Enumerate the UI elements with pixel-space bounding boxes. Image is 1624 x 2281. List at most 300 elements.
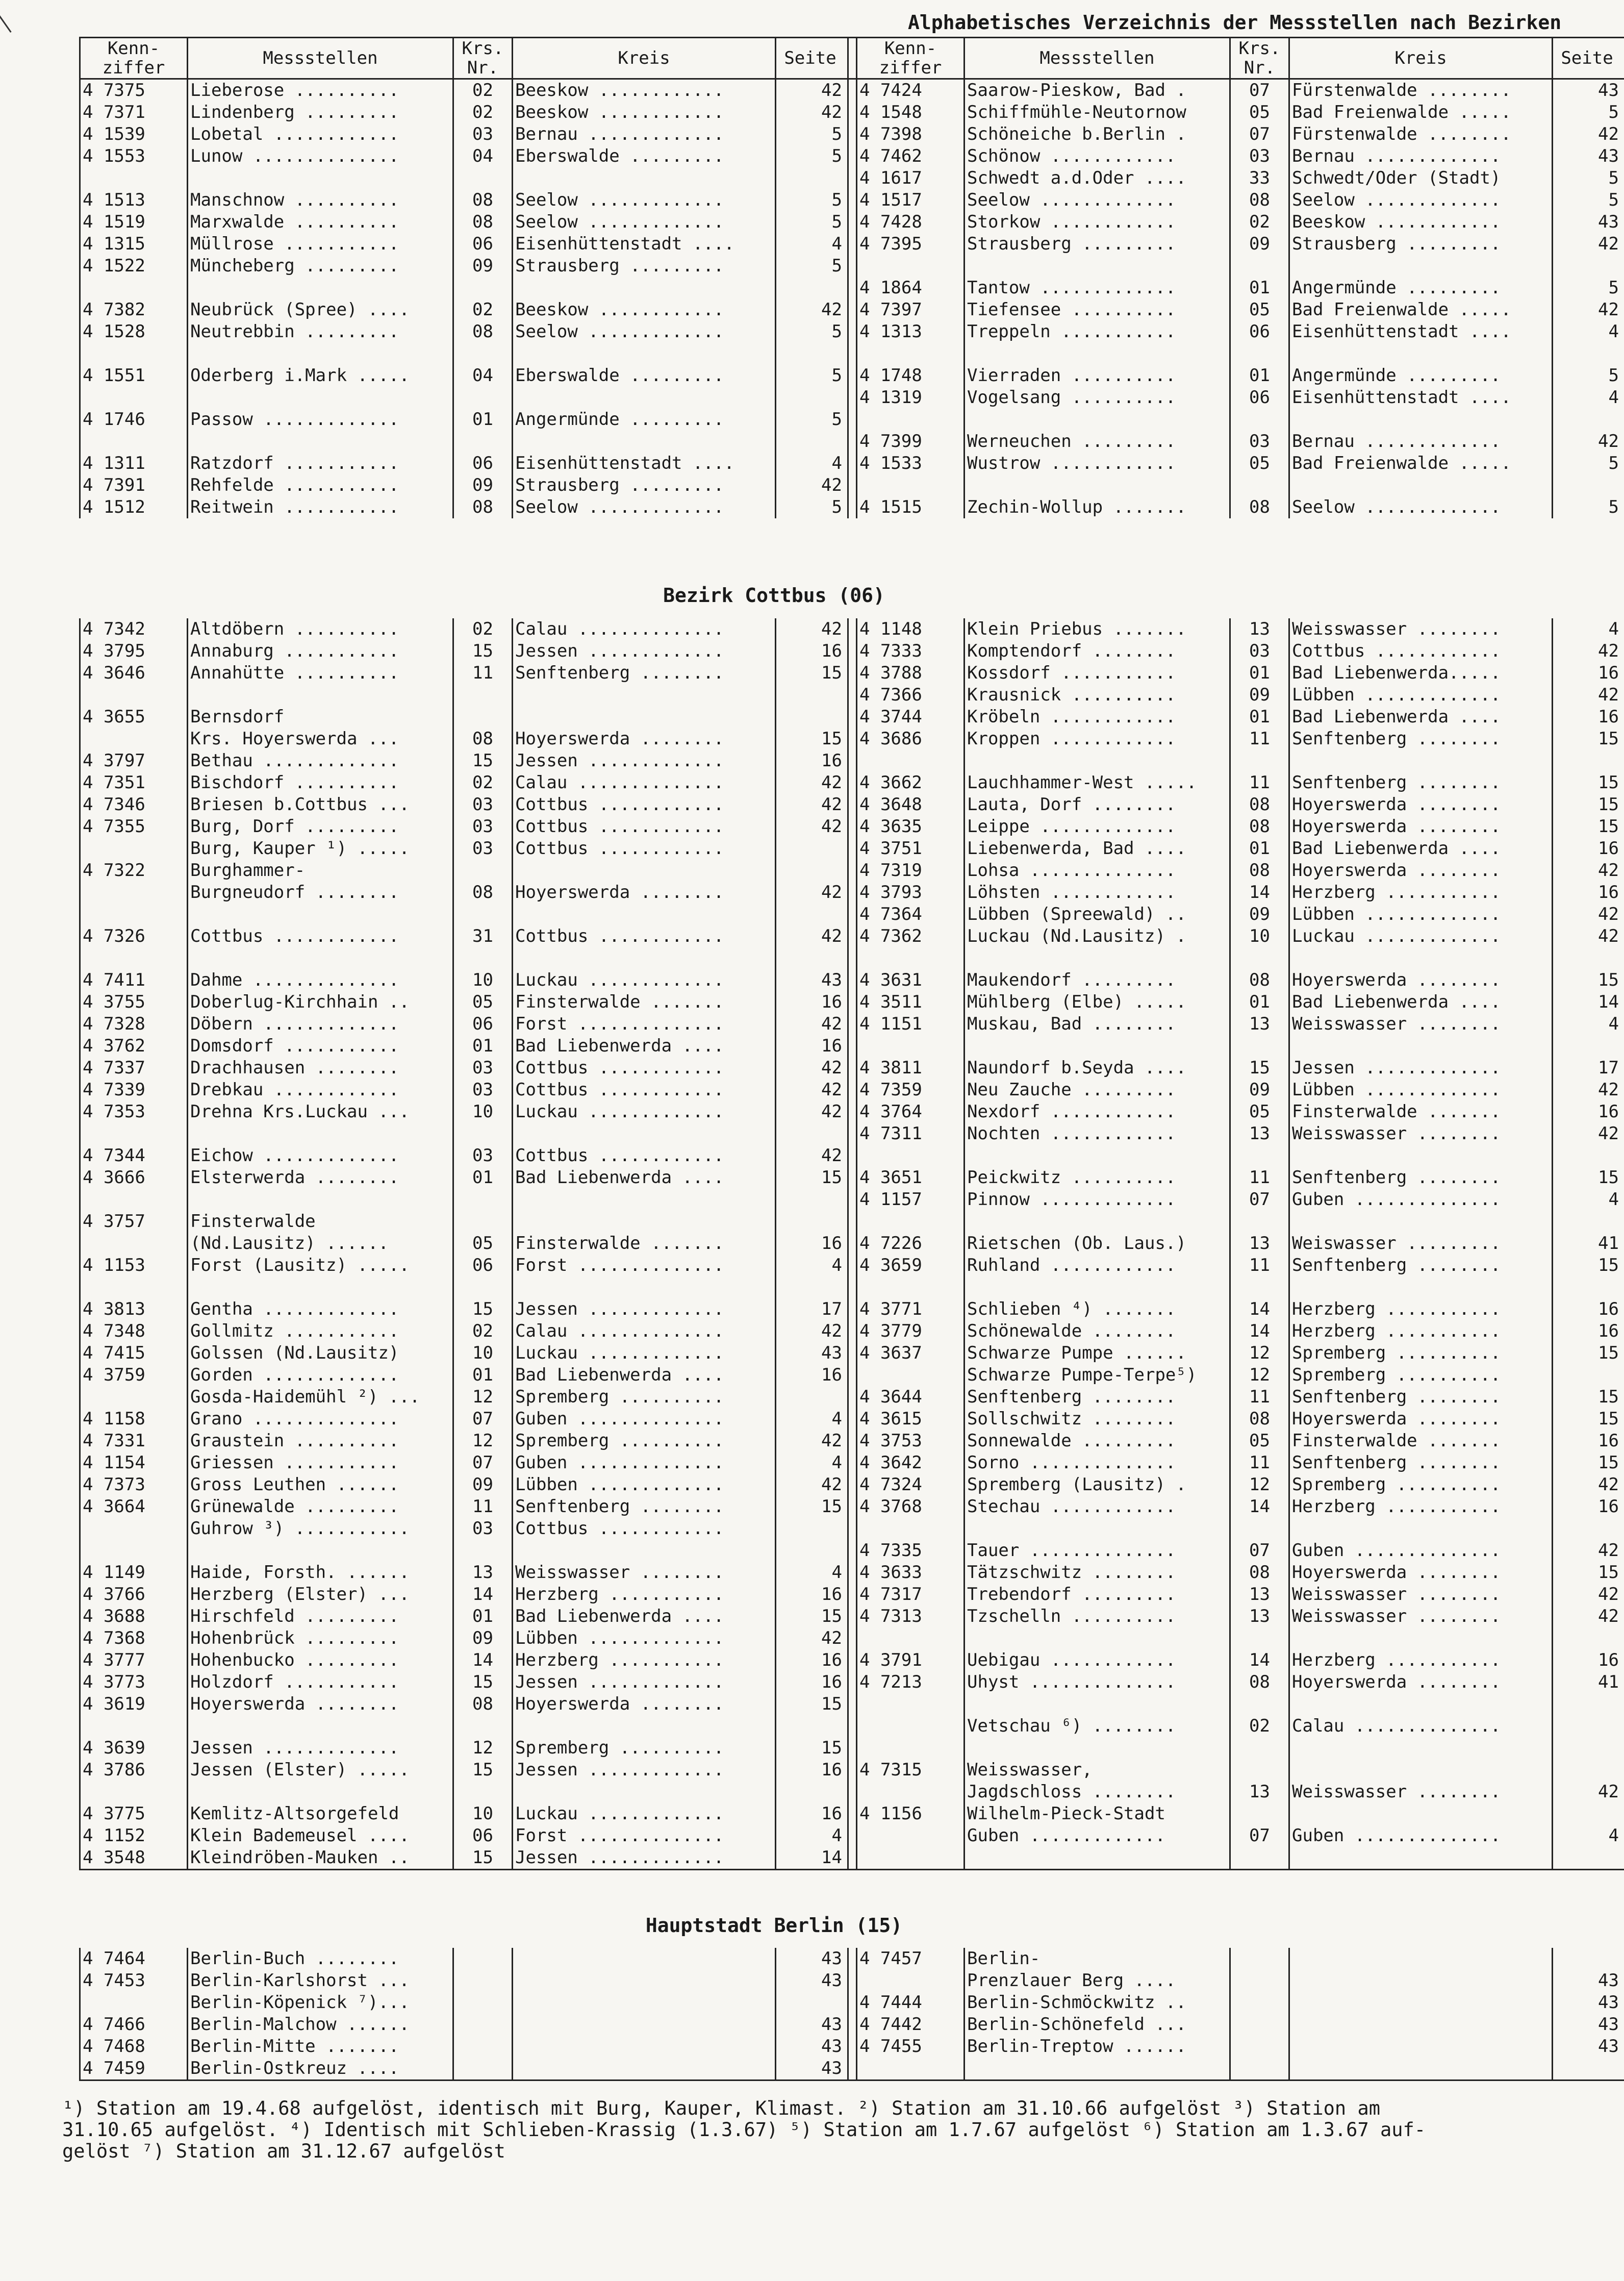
station-code	[80, 904, 188, 925]
kreis-number: 10	[453, 969, 513, 991]
station-code: 4 3633	[859, 1562, 922, 1583]
kreis-name: Seelow .............	[513, 321, 776, 343]
col-separator	[848, 1803, 857, 1825]
station-name	[965, 1276, 1230, 1298]
kreis-name	[1289, 750, 1553, 772]
kreis-name: Angermünde .........	[1289, 277, 1553, 299]
kreis-name	[1289, 1737, 1553, 1759]
station-name: Uebigau ............	[965, 1649, 1230, 1671]
kreis-number: 01	[1230, 365, 1289, 387]
page-number: 5	[776, 255, 848, 277]
col-separator	[848, 1562, 857, 1584]
kreis-name: Bernau .............	[1289, 431, 1553, 453]
station-code	[857, 2058, 965, 2081]
station-name: Neu Zauche .........	[965, 1079, 1230, 1101]
kreis-name: Hoyerswerda ........	[1289, 1408, 1553, 1430]
col-separator	[848, 299, 857, 321]
kreis-name: Senftenberg ........	[513, 1496, 776, 1518]
kreis-number: 08	[1230, 816, 1289, 838]
page-number	[1553, 2058, 1624, 2081]
page-number: 4	[776, 1452, 848, 1474]
kreis-name: Jessen .............	[513, 1847, 776, 1870]
page-number	[776, 706, 848, 728]
page-number: 43	[776, 2058, 848, 2081]
kreis-number: 06	[453, 233, 513, 255]
page-number: 16	[1553, 1430, 1624, 1452]
station-code	[857, 1364, 965, 1386]
kreis-name: Finsterwalde .......	[513, 1233, 776, 1255]
station-code	[80, 1518, 188, 1540]
station-code: 4 3755	[80, 991, 188, 1013]
station-name: Guhrow ³) ...........	[188, 1518, 453, 1540]
kreis-name: Spremberg ..........	[1289, 1364, 1553, 1386]
station-code: 4 3662	[859, 772, 922, 793]
station-code: 4 1151	[859, 1014, 922, 1034]
station-name: Strausberg .........	[965, 233, 1230, 255]
col-separator	[848, 1255, 857, 1276]
station-name: Burg, Kauper ¹) .....	[188, 838, 453, 860]
station-code	[857, 409, 965, 431]
kreis-name	[513, 1948, 776, 1970]
kreis-number: 08	[453, 882, 513, 904]
col-header-seite: Seite	[776, 38, 848, 79]
table-body	[80, 618, 1624, 1870]
col-separator	[848, 1715, 857, 1737]
station-name: Mühlberg (Elbe) .....	[965, 991, 1230, 1013]
table-body	[80, 1948, 1624, 2081]
kreis-number: 07	[1230, 1540, 1289, 1562]
kreis-number: 12	[453, 1737, 513, 1759]
page-number	[776, 1276, 848, 1298]
page-number: 15	[776, 728, 848, 750]
kreis-name: Senftenberg ........	[513, 662, 776, 684]
kreis-name: Jessen .............	[513, 1671, 776, 1693]
station-code: 4 3639	[80, 1737, 188, 1759]
station-name: Schönow ............	[965, 145, 1230, 167]
station-name: Berlin-Schmöckwitz ..	[965, 1992, 1230, 2014]
station-code: 4 7411	[80, 969, 188, 991]
page-number: 42	[1553, 431, 1624, 453]
station-code: 4 1864	[859, 278, 922, 298]
page-number	[776, 904, 848, 925]
station-code: 4 7368	[80, 1627, 188, 1649]
table-row	[80, 1452, 1624, 1474]
station-code	[857, 1737, 965, 1759]
kreis-name: Spremberg ..........	[1289, 1342, 1553, 1364]
kreis-number: 03	[1230, 640, 1289, 662]
kreis-number: 08	[1230, 189, 1289, 211]
col-separator	[848, 1276, 857, 1298]
station-code: 4 7391	[80, 474, 188, 496]
kreis-number	[453, 1123, 513, 1145]
station-code: 4 3751	[859, 838, 922, 859]
kreis-name: Spremberg ..........	[513, 1737, 776, 1759]
kreis-number: 33	[1230, 167, 1289, 189]
kreis-number	[1230, 1803, 1289, 1825]
station-name: (Nd.Lausitz) ......	[188, 1233, 453, 1255]
table-row	[80, 904, 1624, 925]
kreis-name: Calau ..............	[513, 618, 776, 640]
station-name: Klein Bademeusel ....	[188, 1825, 453, 1847]
station-name	[188, 167, 453, 189]
station-name: Annahütte ..........	[188, 662, 453, 684]
station-code: 4 3762	[80, 1035, 188, 1057]
station-code	[80, 1386, 188, 1408]
station-name: Drebkau ............	[188, 1079, 453, 1101]
kreis-number	[1230, 1145, 1289, 1167]
kreis-number	[453, 277, 513, 299]
kreis-number	[453, 431, 513, 453]
table-row	[80, 1123, 1624, 1145]
kreis-name: Bad Liebenwerda ....	[513, 1364, 776, 1386]
page-number: 15	[776, 1606, 848, 1627]
station-name: Spremberg (Lausitz) .	[965, 1474, 1230, 1496]
station-code	[857, 474, 965, 496]
kreis-name	[1289, 1693, 1553, 1715]
kreis-name: Eberswalde .........	[513, 365, 776, 387]
table-row	[80, 1948, 1624, 1970]
page-number: 16	[1553, 1496, 1624, 1518]
station-code: 4 3766	[80, 1584, 188, 1606]
station-name: Haide, Forsth. ......	[188, 1562, 453, 1584]
station-name	[188, 1715, 453, 1737]
station-code: 4 1315	[80, 233, 188, 255]
page-number: 16	[776, 991, 848, 1013]
page-number	[776, 838, 848, 860]
page-number	[776, 167, 848, 189]
page-number: 42	[1553, 640, 1624, 662]
page-number: 42	[1553, 860, 1624, 882]
col-separator	[848, 1584, 857, 1606]
kreis-name: Weisswasser ........	[1289, 618, 1553, 640]
kreis-number	[1230, 255, 1289, 277]
station-name: Senftenberg ........	[965, 1386, 1230, 1408]
kreis-number: 10	[1230, 925, 1289, 947]
page-number: 15	[776, 1693, 848, 1715]
kreis-name: Luckau .............	[513, 969, 776, 991]
page-number: 42	[776, 1057, 848, 1079]
kreis-name: Weisswasser ........	[513, 1562, 776, 1584]
station-name: Oderberg i.Mark .....	[188, 365, 453, 387]
station-name: Berlin-Ostkreuz ....	[188, 2058, 453, 2081]
table-row	[80, 189, 1624, 211]
page-number: 16	[1553, 662, 1624, 684]
page-number	[776, 1540, 848, 1562]
station-name: Trebendorf .........	[965, 1584, 1230, 1606]
col-separator	[848, 79, 857, 102]
col-separator	[848, 453, 857, 474]
station-code	[80, 343, 188, 365]
station-code: 4 1148	[859, 619, 922, 639]
kreis-number: 04	[453, 145, 513, 167]
kreis-number: 13	[1230, 1781, 1289, 1803]
page-number: 42	[776, 1474, 848, 1496]
page-header: Alphabetisches Verzeichnis der Messstellen nach Bezirken	[908, 11, 1562, 34]
col-separator	[848, 1627, 857, 1649]
station-name: Tauer ..............	[965, 1540, 1230, 1562]
kreis-name: Seelow .............	[513, 496, 776, 518]
station-name: Sorno ..............	[965, 1452, 1230, 1474]
kreis-name: Bad Freienwalde .....	[1289, 299, 1553, 321]
kreis-name: Herzberg ...........	[1289, 882, 1553, 904]
station-code: 4 7464	[80, 1948, 188, 1970]
corner-mark	[0, 0, 24, 33]
station-code	[80, 167, 188, 189]
table-row	[80, 1364, 1624, 1386]
station-code: 4 3642	[859, 1452, 922, 1473]
station-name: Müncheberg .........	[188, 255, 453, 277]
footnotes	[62, 2098, 1516, 2162]
station-name: Lauchhammer-West .....	[965, 772, 1230, 794]
page-number: 5	[1553, 496, 1624, 518]
station-code: 4 3779	[859, 1321, 922, 1341]
section-title-cottbus: Bezirk Cottbus (06)	[663, 584, 885, 607]
kreis-number: 03	[453, 123, 513, 145]
page-number: 42	[776, 474, 848, 496]
station-name	[965, 947, 1230, 969]
kreis-name: Lübben .............	[513, 1474, 776, 1496]
station-code: 4 3548	[80, 1847, 188, 1870]
station-code	[80, 431, 188, 453]
table-row	[80, 233, 1624, 255]
kreis-number: 02	[453, 772, 513, 794]
page-number: 43	[776, 2036, 848, 2058]
table-row	[80, 1035, 1624, 1057]
kreis-number: 03	[453, 1518, 513, 1540]
station-code: 4 3786	[80, 1759, 188, 1781]
station-code	[80, 1233, 188, 1255]
page-number: 5	[1553, 453, 1624, 474]
table-row	[80, 2036, 1624, 2058]
table-row	[80, 1233, 1624, 1255]
kreis-number: 07	[1230, 123, 1289, 145]
page-number: 4	[776, 1825, 848, 1847]
col-separator	[848, 409, 857, 431]
station-name: Kossdorf ...........	[965, 662, 1230, 684]
page-number	[1553, 1948, 1624, 1970]
page-number: 42	[1553, 1079, 1624, 1101]
col-separator	[848, 496, 857, 518]
kreis-name: Guben ..............	[513, 1408, 776, 1430]
page-number: 42	[1553, 1474, 1624, 1496]
table-row	[80, 1825, 1624, 1847]
kreis-number: 05	[1230, 299, 1289, 321]
table-row	[80, 706, 1624, 728]
kreis-number: 11	[1230, 1452, 1289, 1474]
page-number: 4	[776, 233, 848, 255]
col-separator	[848, 211, 857, 233]
col-header-kreis: Kreis	[1289, 38, 1553, 79]
station-code	[857, 1276, 965, 1298]
col-separator	[848, 1320, 857, 1342]
col-separator	[848, 947, 857, 969]
page-number: 16	[1553, 1101, 1624, 1123]
kreis-name: Forst ..............	[513, 1255, 776, 1276]
page-number: 42	[776, 79, 848, 102]
station-name: Gentha .............	[188, 1298, 453, 1320]
kreis-name	[1289, 1035, 1553, 1057]
kreis-name	[513, 947, 776, 969]
station-name: Schöneiche b.Berlin .	[965, 123, 1230, 145]
kreis-number: 13	[1230, 1606, 1289, 1627]
kreis-name: Senftenberg ........	[1289, 1386, 1553, 1408]
station-code: 4 1154	[80, 1452, 188, 1474]
page-number: 16	[1553, 706, 1624, 728]
page-number	[1553, 1035, 1624, 1057]
kreis-name	[513, 431, 776, 453]
col-separator	[848, 145, 857, 167]
table-row	[80, 365, 1624, 387]
table-row	[80, 1649, 1624, 1671]
kreis-name	[1289, 1803, 1553, 1825]
page-number	[776, 277, 848, 299]
kreis-name: Spremberg ..........	[1289, 1474, 1553, 1496]
station-name: Jessen .............	[188, 1737, 453, 1759]
col-separator	[848, 1386, 857, 1408]
table-row	[80, 343, 1624, 365]
page-number: 17	[1553, 1057, 1624, 1079]
station-code: 4 3759	[80, 1364, 188, 1386]
kreis-number	[453, 2014, 513, 2036]
table-row	[80, 211, 1624, 233]
page-number	[1553, 343, 1624, 365]
col-separator	[848, 1013, 857, 1035]
kreis-number	[1230, 1518, 1289, 1540]
page-number: 42	[776, 1079, 848, 1101]
table-row	[80, 772, 1624, 794]
page-number	[1553, 947, 1624, 969]
station-name: Berlin-Mitte .......	[188, 2036, 453, 2058]
col-separator	[848, 474, 857, 496]
station-code: 4 7337	[80, 1057, 188, 1079]
station-name: Rehfelde ...........	[188, 474, 453, 496]
kreis-number	[453, 1540, 513, 1562]
station-name: Manschnow ..........	[188, 189, 453, 211]
page-number: 15	[1553, 1167, 1624, 1189]
station-code: 4 7313	[859, 1606, 922, 1626]
station-name: Kröbeln ............	[965, 706, 1230, 728]
kreis-name: Beeskow ............	[1289, 211, 1553, 233]
kreis-name: Herzberg ...........	[513, 1584, 776, 1606]
station-name: Krs. Hoyerswerda ...	[188, 728, 453, 750]
station-code	[857, 1693, 965, 1715]
page-number: 43	[776, 969, 848, 991]
station-code	[857, 1715, 965, 1737]
station-code: 4 1548	[859, 102, 922, 122]
page-number	[1553, 255, 1624, 277]
station-code: 4 3511	[859, 992, 922, 1012]
col-separator	[848, 1474, 857, 1496]
station-name: Jessen (Elster) .....	[188, 1759, 453, 1781]
kreis-name	[513, 1211, 776, 1233]
kreis-number: 08	[1230, 794, 1289, 816]
kreis-name: Beeskow ............	[513, 79, 776, 102]
station-name: Tätzschwitz ........	[965, 1562, 1230, 1584]
kreis-number: 02	[1230, 1715, 1289, 1737]
kreis-number: 10	[453, 1342, 513, 1364]
kreis-number	[1230, 2036, 1289, 2058]
col-separator	[848, 1123, 857, 1145]
station-name	[965, 750, 1230, 772]
station-name: Forst (Lausitz) .....	[188, 1255, 453, 1276]
station-name: Berlin-Buch ........	[188, 1948, 453, 1970]
station-code: 4 7355	[80, 816, 188, 838]
table-row	[80, 1715, 1624, 1737]
kreis-number: 08	[1230, 496, 1289, 518]
table-row	[80, 145, 1624, 167]
kreis-name: Cottbus ............	[513, 1057, 776, 1079]
page-number: 15	[1553, 1255, 1624, 1276]
col-header-krs: Krs. Nr.	[453, 38, 513, 79]
kreis-name	[1289, 1970, 1553, 1992]
table-berlin	[79, 1948, 1624, 2081]
station-code: 4 3797	[80, 750, 188, 772]
page-number: 42	[776, 1013, 848, 1035]
table-row	[80, 123, 1624, 145]
kreis-number: 11	[1230, 728, 1289, 750]
kreis-number: 02	[453, 102, 513, 123]
table-row	[80, 1211, 1624, 1233]
page-number	[776, 1781, 848, 1803]
station-name: Berlin-Malchow ......	[188, 2014, 453, 2036]
station-name: Schwarze Pumpe-Terpe⁵)	[965, 1364, 1230, 1386]
station-code: 4 3795	[80, 640, 188, 662]
kreis-name	[1289, 255, 1553, 277]
col-separator	[848, 925, 857, 947]
page-number: 42	[1553, 123, 1624, 145]
kreis-number	[453, 1276, 513, 1298]
kreis-name: Luckau .............	[1289, 925, 1553, 947]
kreis-name: Bad Liebenwerda ....	[513, 1035, 776, 1057]
table-row	[80, 1847, 1624, 1870]
kreis-number: 08	[1230, 860, 1289, 882]
table-row	[80, 925, 1624, 947]
station-name: Bethau .............	[188, 750, 453, 772]
col-header-name: Messstellen	[188, 38, 453, 79]
station-code: 4 3775	[80, 1803, 188, 1825]
table-row	[80, 1167, 1624, 1189]
col-separator	[848, 969, 857, 991]
station-name	[965, 1693, 1230, 1715]
table-row	[80, 860, 1624, 882]
table-row	[80, 102, 1624, 123]
kreis-name: Eisenhüttenstadt ....	[1289, 321, 1553, 343]
kreis-number	[1230, 343, 1289, 365]
station-code: 4 7328	[80, 1013, 188, 1035]
kreis-number: 03	[453, 1145, 513, 1167]
page-number: 15	[776, 662, 848, 684]
page-number: 43	[1553, 145, 1624, 167]
page-number: 43	[776, 2014, 848, 2036]
kreis-number	[1230, 2014, 1289, 2036]
station-code: 4 1528	[80, 321, 188, 343]
kreis-number: 15	[453, 1671, 513, 1693]
page-number: 14	[776, 1847, 848, 1870]
kreis-number: 13	[453, 1562, 513, 1584]
table-row	[80, 969, 1624, 991]
kreis-name	[513, 860, 776, 882]
page-number: 15	[1553, 816, 1624, 838]
kreis-number: 05	[1230, 453, 1289, 474]
page-number: 5	[1553, 365, 1624, 387]
station-name: Prenzlauer Berg ....	[965, 1970, 1230, 1992]
page-number: 16	[1553, 1298, 1624, 1320]
station-code: 4 1157	[859, 1189, 922, 1210]
station-name: Krausnick ..........	[965, 684, 1230, 706]
kreis-name: Weiswasser .........	[1289, 1233, 1553, 1255]
station-name: Komptendorf ........	[965, 640, 1230, 662]
station-code	[857, 1035, 965, 1057]
